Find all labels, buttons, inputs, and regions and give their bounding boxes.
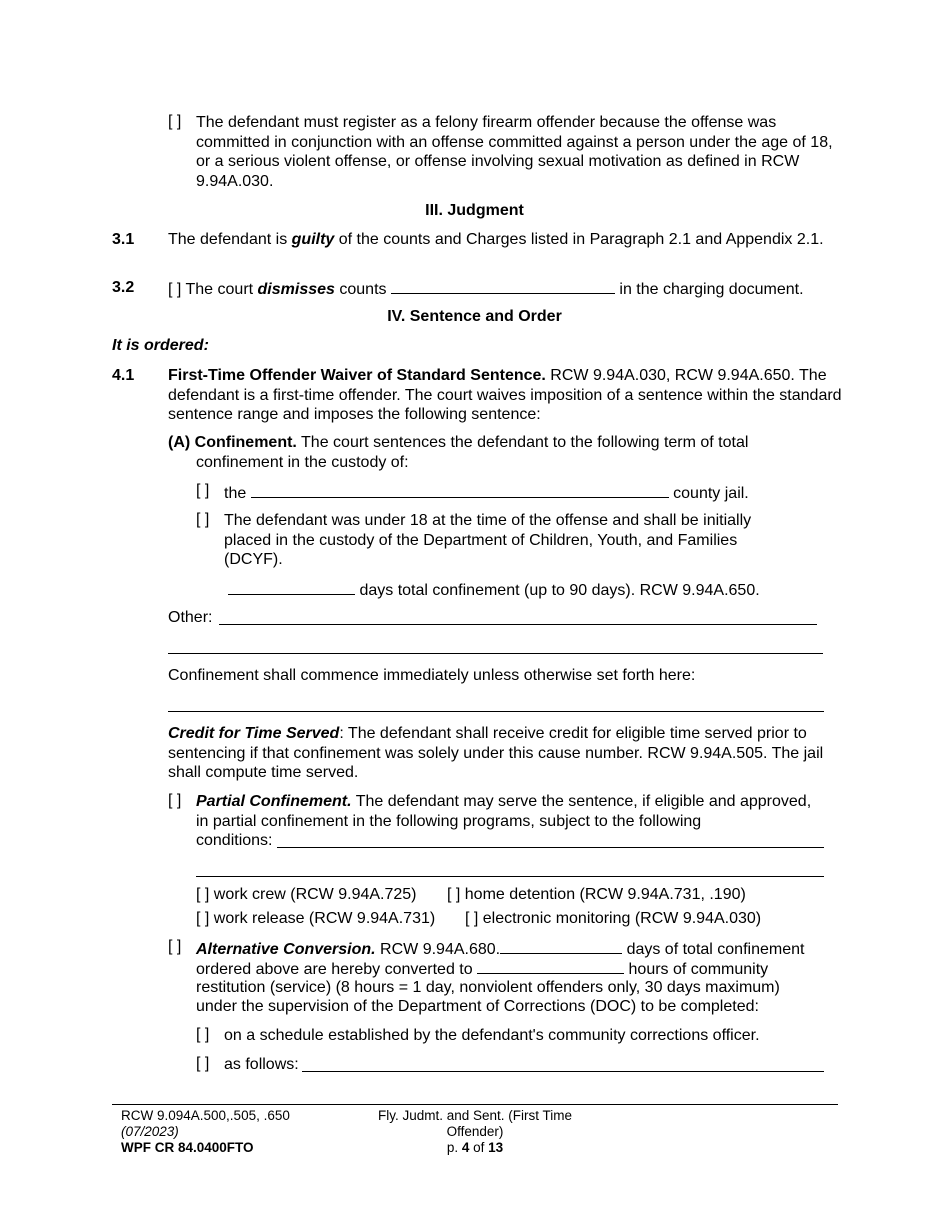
footer-page-number [360, 1140, 590, 1157]
sentence-heading: IV. Sentence and Order [387, 308, 562, 325]
alternative-label: Alternative Conversion. [196, 941, 376, 958]
page-of: of [469, 1140, 489, 1155]
work-release-option[interactable]: [ ] work release (RCW 9.94A.731) [196, 910, 436, 927]
schedule-checkbox[interactable]: [ ] [196, 1026, 210, 1043]
county-jail-line [224, 482, 749, 504]
section-3-1-number: 3.1 [112, 231, 135, 248]
partial-confinement-checkbox[interactable]: [ ] [168, 792, 182, 809]
footer-title-line-1: Fly. Judmt. and Sent. (First Time [377, 1108, 573, 1123]
community-hours-field[interactable] [477, 958, 624, 974]
s32-checkbox[interactable]: [ ] [168, 281, 182, 298]
electronic-monitoring-option[interactable]: [ ] electronic monitoring (RCW 9.94A.030) [465, 910, 762, 927]
days-line [228, 579, 760, 601]
credit-body: : The defendant shall receive credit for eligible time served prior to sentencing if that confinement was solely under this cause number. RCW 9.94A.505. The jail shall compute time served. [168, 725, 824, 782]
jail-pre: the [224, 485, 247, 502]
as-follows-label: as follows: [224, 1056, 299, 1073]
alternative-days-post: days of total confinement [626, 941, 805, 958]
as-follows-checkbox[interactable]: [ ] [196, 1055, 210, 1072]
section-3-2-number: 3.2 [112, 279, 135, 296]
confinement-body: The court sentences the defendant to the following term of total confinement in the custody of: [196, 434, 749, 471]
credit-label: Credit for Time Served [168, 725, 340, 742]
footer-rcw: RCW 9.094A.500,.505, .650 [121, 1108, 290, 1123]
alternative-line-3: restitution (service) (8 hours = 1 day, nonviolent offenders only, 30 days maximum) [196, 979, 780, 996]
s31-guilty: guilty [291, 231, 335, 248]
s41-title: First-Time Offender Waiver of Standard Sentence. [168, 367, 546, 384]
firearm-text: The defendant must register as a felony firearm offender because the offense was committed in conjunction with an offense committed against a person under the age of 18, or a serious violent offense, or offense involving sexual motivation as defined in RCW 9.94A.030. [196, 114, 833, 190]
credit-text [168, 724, 840, 783]
s32-pre: The court [181, 281, 258, 298]
other-field-continued[interactable] [168, 653, 823, 654]
section-4-1-text [168, 366, 848, 425]
section-3-2-text [168, 278, 848, 300]
partial-confinement-text [196, 792, 821, 831]
partial-body: The defendant may serve the sentence, if eligible and approved, in partial confinement in the following programs, subject to the following [196, 793, 812, 830]
alternative-rcw: RCW 9.94A.680. [375, 941, 501, 958]
page-prefix: p. [446, 1140, 462, 1155]
jail-post: county jail. [673, 485, 749, 502]
s32-dismisses: dismisses [257, 281, 335, 298]
conditions-field[interactable] [277, 847, 824, 848]
dismissed-counts-field[interactable] [391, 278, 615, 294]
section-4-1-number: 4.1 [112, 367, 135, 384]
alternative-line-1 [196, 938, 804, 960]
commence-field[interactable] [168, 711, 824, 712]
page-current: 4 [461, 1140, 470, 1155]
days-text: days total confinement (up to 90 days). RCW 9.94A.650. [359, 582, 760, 599]
footer-divider [112, 1104, 838, 1105]
home-detention-option[interactable]: [ ] home detention (RCW 9.94A.731, .190) [447, 886, 746, 903]
s41-body: RCW 9.94A.030, RCW 9.94A.650. The defendant is a first-time offender. The court waives imposition of a sentence within the standard sentence range and imposes the following sentence: [168, 367, 842, 424]
s31-post: of the counts and Charges listed in Paragraph 2.1 and Appendix 2.1. [334, 231, 824, 248]
it-is-ordered: It is ordered: [112, 337, 209, 354]
footer-form-number: WPF CR 84.0400FTO [121, 1140, 254, 1155]
other-label: Other: [168, 609, 213, 626]
page-total: 13 [488, 1140, 504, 1155]
s32-mid: counts [334, 281, 391, 298]
footer-date: (07/2023) [121, 1124, 179, 1139]
schedule-text: on a schedule established by the defendant's community corrections officer. [224, 1027, 760, 1044]
firearm-checkbox[interactable]: [ ] [168, 113, 182, 130]
conditions-field-continued[interactable] [196, 876, 824, 877]
confinement-text [168, 433, 836, 472]
work-crew-option[interactable]: [ ] work crew (RCW 9.94A.725) [196, 886, 417, 903]
alternative-line-2 [196, 958, 768, 980]
alternative-line2-pre: ordered above are hereby converted to [196, 961, 473, 978]
conditions-label: conditions: [196, 832, 273, 849]
commence-text: Confinement shall commence immediately unless otherwise set forth here: [168, 667, 696, 684]
section-3-1-text [168, 230, 840, 250]
as-follows-field[interactable] [302, 1071, 824, 1072]
s31-pre: The defendant is [168, 231, 292, 248]
days-confinement-field[interactable] [228, 579, 355, 595]
s32-post: in the charging document. [614, 281, 804, 298]
alternative-line-4: under the supervision of the Department of Corrections (DOC) to be completed: [196, 998, 759, 1015]
footer-title-line-2: Offender) [446, 1124, 504, 1139]
partial-label: Partial Confinement. [196, 793, 352, 810]
dcyf-text: The defendant was under 18 at the time of the offense and shall be initially placed in the custody of the Department of Children, Youth, and Families (DCYF). [224, 512, 752, 569]
alternative-line2-post: hours of community [628, 961, 769, 978]
alternative-conversion-checkbox[interactable]: [ ] [168, 938, 182, 955]
other-field[interactable] [219, 624, 817, 625]
converted-days-field[interactable] [500, 938, 622, 954]
confinement-label: (A) Confinement. [168, 434, 297, 451]
dcyf-checkbox[interactable]: [ ] [196, 511, 210, 528]
county-name-field[interactable] [251, 482, 669, 498]
county-jail-checkbox[interactable]: [ ] [196, 482, 210, 499]
judgment-heading: III. Judgment [425, 202, 524, 219]
